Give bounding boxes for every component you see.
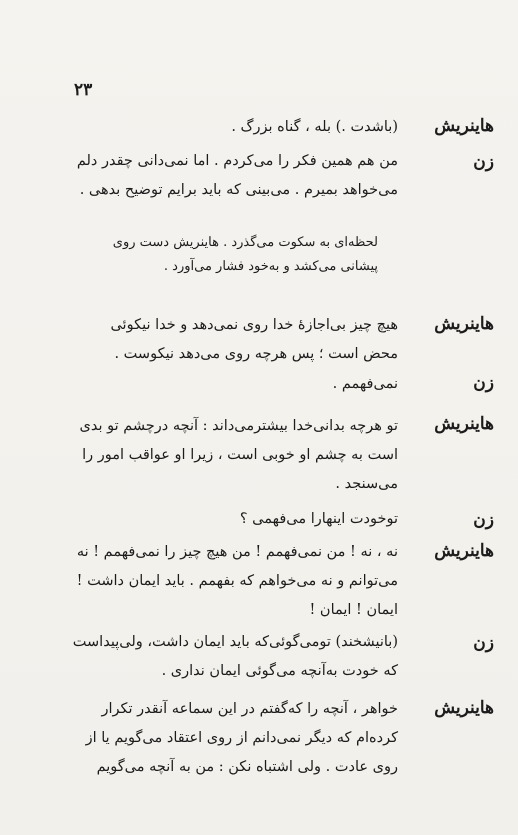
speaker-name: زن [473, 152, 494, 172]
stage-line: لحظه‌ای به سکوت می‌گذرد . هاینریش دست روی [112, 235, 378, 250]
speech-line: (بانیشخند) تومی‌گوئی‌که باید ایمان داشت، ولی‌پیداست [72, 634, 398, 650]
speech-line: می‌خواهد بمیرم . می‌بینی که باید برایم توضیح بدهی . [79, 182, 398, 198]
speech-line: می‌سنجد . [335, 476, 398, 492]
speech-line: می‌توانم و نه می‌خواهم که بفهمم . باید ایمان داشت ! [76, 573, 398, 589]
speaker-name: زن [473, 633, 494, 653]
stage-direction-text [48, 231, 378, 279]
speech-line: (باشدت .) بله ، گناه بزرگ . [231, 119, 398, 135]
speech-line: ایمان ! ایمان ! [309, 602, 398, 618]
speech-line: تو هرچه بدانی‌خدا بیشتر‌می‌داند : آنچه درچشم تو بدی [79, 418, 398, 434]
speech-text [58, 311, 398, 369]
speech-line: که خودت به‌آنچه می‌گوئی ایمان نداری . [161, 663, 398, 679]
speech-line: کرده‌ام که دیگر نمی‌دانم از روی اعتقاد می‌گویم یا از [85, 730, 398, 746]
speaker-name: زن [473, 373, 494, 393]
speech-line: هیچ چیز بی‌اجازهٔ خدا روی نمی‌دهد و خدا نیکوئی [110, 317, 398, 333]
speech-text [58, 538, 398, 625]
page-number: ۲۳ [74, 80, 93, 100]
speech-line: محض است ؛ پس هرچه روی می‌دهد نیکوست . [114, 346, 398, 362]
stage-line: پیشانی می‌کشد و به‌خود فشار می‌آورد . [163, 259, 378, 274]
speech-line: نمی‌فهمم . [332, 376, 398, 392]
speech-line: روی عادت . ولی اشتباه نکن : من به آنچه می‌گویم [96, 759, 398, 775]
speech-line: توخودت اینهارا می‌فهمی ؟ [239, 511, 398, 527]
speech-text [58, 113, 398, 142]
speech-line: خواهر ، آنچه را که‌گفتم در این سماعه آنقدر تکرار [101, 701, 398, 717]
speaker-name: زن [473, 510, 494, 530]
speech-line: من هم همین فکر را می‌کردم . اما نمی‌دانی چقدر دلم [76, 153, 398, 169]
speech-line: نه ، نه ! من نمی‌فهمم ! من هیچ چیز را نمی‌فهمم ! نه [76, 544, 398, 560]
speaker-name: هاینریش [434, 116, 494, 136]
speech-line: است به چشم او خوبی است ، زیرا او عواقب امور را [82, 447, 398, 463]
speaker-name: هاینریش [434, 541, 494, 561]
speech-text [58, 412, 398, 499]
speaker-name: هاینریش [434, 698, 494, 718]
speech-text [58, 695, 398, 782]
speech-text [58, 147, 398, 205]
speech-text [58, 628, 398, 686]
speech-text [58, 370, 398, 399]
speaker-name: هاینریش [434, 414, 494, 434]
speech-text [58, 505, 398, 534]
speaker-name: هاینریش [434, 314, 494, 334]
